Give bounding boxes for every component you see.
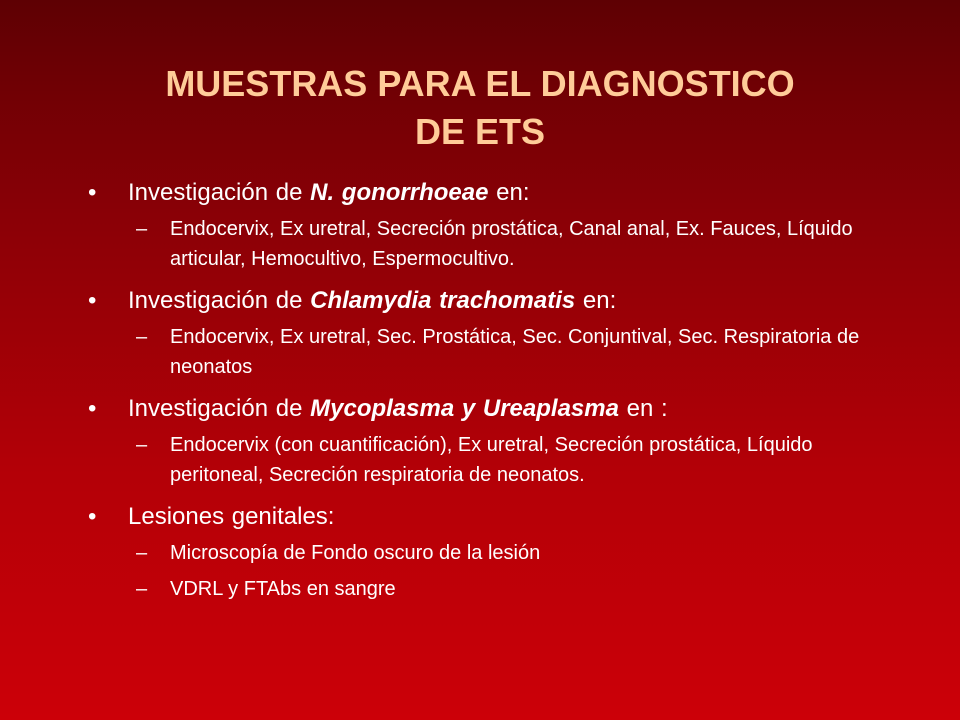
bullet-prefix: Investigación de	[128, 395, 311, 422]
slide-content	[88, 178, 908, 604]
sub-item	[88, 430, 908, 490]
bullet-gonorrhoeae	[88, 178, 908, 208]
bullet-marker: •	[88, 179, 97, 206]
bullet-emphasis: N. gonorrhoeae	[310, 179, 489, 206]
title-line-1: MUESTRAS PARA EL DIAGNOSTICO	[165, 63, 795, 104]
sub-marker: –	[136, 326, 148, 348]
bullet-emphasis: Chlamydia trachomatis	[310, 287, 576, 314]
bullet-suffix: en:	[575, 287, 617, 314]
sub-item-text: Endocervix, Ex uretral, Sec. Prostática, Sec. Conjuntival, Sec. Respiratoria de neonatos	[170, 326, 860, 378]
bullet-chlamydia	[88, 286, 908, 316]
sub-item	[88, 322, 908, 382]
sub-marker: –	[136, 578, 148, 600]
bullet-suffix: en:	[488, 179, 530, 206]
sub-item-text: VDRL y FTAbs en sangre	[170, 578, 396, 600]
sub-marker: –	[136, 218, 148, 240]
sub-marker: –	[136, 434, 148, 456]
sub-item	[88, 538, 908, 568]
sub-item-text: Endocervix, Ex uretral, Secreción prostática, Canal anal, Ex. Fauces, Líquido articular, Hemocultivo, Espermocultivo.	[170, 218, 853, 270]
sub-item	[88, 574, 908, 604]
bullet-emphasis: Mycoplasma y Ureaplasma	[310, 395, 619, 422]
bullet-marker: •	[88, 287, 97, 314]
bullet-marker: •	[88, 395, 97, 422]
bullet-prefix: Investigación de	[128, 179, 311, 206]
sub-item	[88, 214, 908, 274]
bullet-lesiones	[88, 502, 908, 532]
bullet-marker: •	[88, 503, 97, 530]
bullet-prefix: Lesiones genitales:	[128, 503, 335, 530]
bullet-prefix: Investigación de	[128, 287, 311, 314]
sub-marker: –	[136, 542, 148, 564]
slide-title	[0, 60, 960, 156]
bullet-mycoplasma	[88, 394, 908, 424]
sub-item-text: Microscopía de Fondo oscuro de la lesión	[170, 542, 541, 564]
bullet-suffix: en :	[618, 395, 668, 422]
sub-item-text: Endocervix (con cuantificación), Ex uretral, Secreción prostática, Líquido peritoneal, Secreción respiratoria de neonatos.	[170, 434, 813, 486]
title-line-2: DE ETS	[414, 111, 546, 152]
